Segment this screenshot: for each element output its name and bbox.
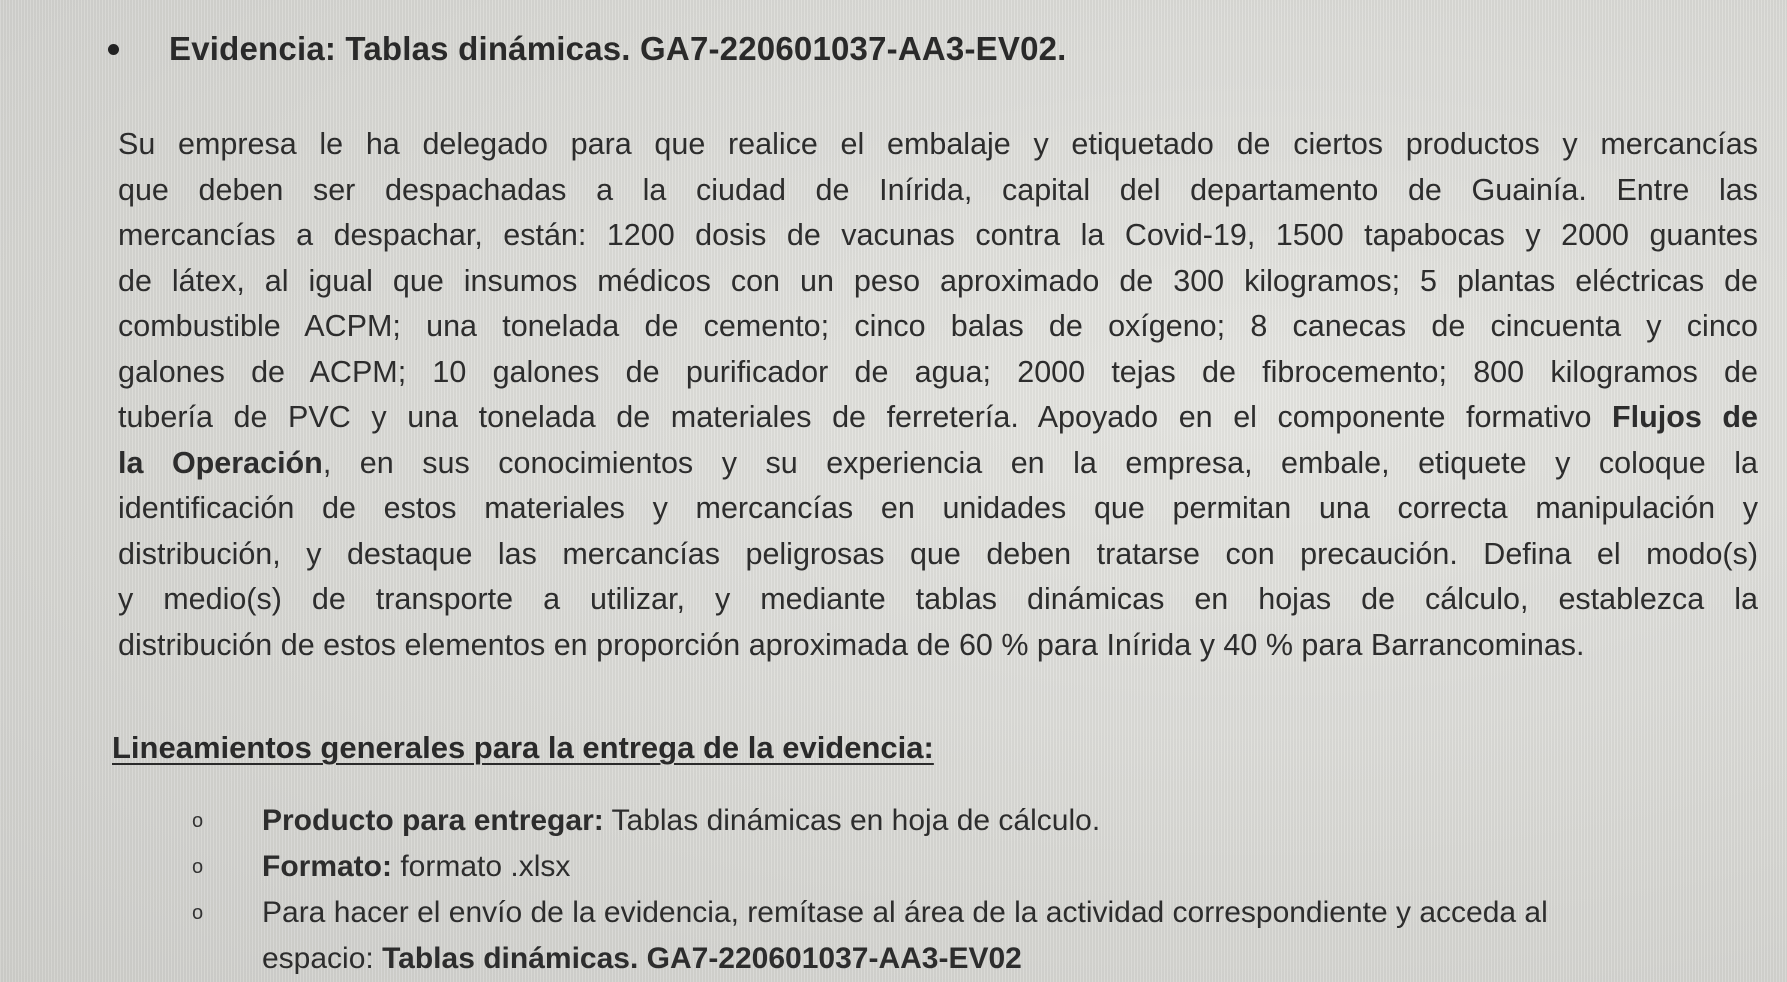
- paragraph-text: , en sus conocimientos y su experiencia en la empresa, embale, etiquete y coloque la: [322, 445, 1759, 480]
- paragraph-line: [118, 395, 1758, 441]
- component-name-bold: la Operación: [118, 445, 323, 480]
- list-item: [192, 844, 1772, 890]
- component-name-bold: Flujos de: [1612, 400, 1758, 434]
- paragraph-line: mercancías a despachar, están: 1200 dosis de vacunas contra la Covid-19, 1500 tapabocas y 2000 guantes: [118, 218, 1758, 252]
- list-item-text: [262, 798, 1772, 844]
- evidence-heading-text: Evidencia: Tablas dinámicas. GA7-220601037-AA3-EV02.: [169, 30, 1067, 67]
- paragraph-line: galones de ACPM; 10 galones de purificador de agua; 2000 tejas de fibrocemento; 800 kilogramos de: [118, 354, 1758, 389]
- list-item-text: espacio:: [262, 942, 383, 975]
- evidence-heading: [108, 30, 1067, 68]
- paragraph-line: distribución de estos elementos en proporción aproximada de 60 % para Inírida y 40 % para Barrancominas.: [118, 627, 1585, 662]
- list-item: [192, 798, 1772, 844]
- paragraph-line: que deben ser despachadas a la ciudad de Inírida, capital del departamento de Guainía. Entre las: [118, 172, 1758, 207]
- hollow-circle-bullet-icon: o: [192, 810, 204, 832]
- list-item-value: formato .xlsx: [392, 850, 571, 883]
- list-item-continuation: [192, 936, 1772, 982]
- guidelines-title: Lineamientos generales para la entrega de la evidencia:: [112, 730, 934, 765]
- list-item-label: Producto para entregar:: [262, 804, 604, 837]
- list-item-text: Para hacer el envío de la evidencia, remítase al área de la actividad correspondiente y acceda al: [262, 896, 1548, 929]
- list-item-space-name: Tablas dinámicas. GA7-220601037-AA3-EV02: [382, 942, 1022, 975]
- list-item-value: Tablas dinámicas en hoja de cálculo.: [603, 804, 1101, 837]
- paragraph-line: combustible ACPM; una tonelada de cemento; cinco balas de oxígeno; 8 canecas de cincuenta y cinco: [118, 309, 1758, 343]
- list-item-text: [262, 844, 1772, 890]
- hollow-circle-bullet-icon: o: [192, 856, 204, 878]
- paragraph-line: de látex, al igual que insumos médicos con un peso aproximado de 300 kilogramos; 5 plantas eléctricas de: [118, 263, 1758, 298]
- paragraph-line: distribución, y destaque las mercancías peligrosas que deben tratarse con precaución. Defina el modo(s): [118, 536, 1758, 571]
- list-item: [192, 890, 1772, 936]
- paragraph-text: tubería de PVC y una tonelada de materiales de ferretería. Apoyado en el componente formativo: [118, 400, 1613, 434]
- guidelines-list: [192, 798, 1772, 982]
- instructions-paragraph: [118, 122, 1758, 668]
- paragraph-line: Su empresa le ha delegado para que realice el embalaje y etiquetado de ciertos productos y mercancías: [118, 127, 1758, 161]
- paragraph-line: y medio(s) de transporte a utilizar, y mediante tablas dinámicas en hojas de cálculo, establezca la: [118, 582, 1758, 616]
- paragraph-line: identificación de estos materiales y mercancías en unidades que permitan una correcta manipulación y: [118, 491, 1758, 525]
- list-item-label: Formato:: [262, 850, 392, 883]
- paragraph-line: [118, 441, 1758, 487]
- filled-circle-bullet-icon: [108, 44, 119, 55]
- hollow-circle-bullet-icon: o: [192, 902, 204, 924]
